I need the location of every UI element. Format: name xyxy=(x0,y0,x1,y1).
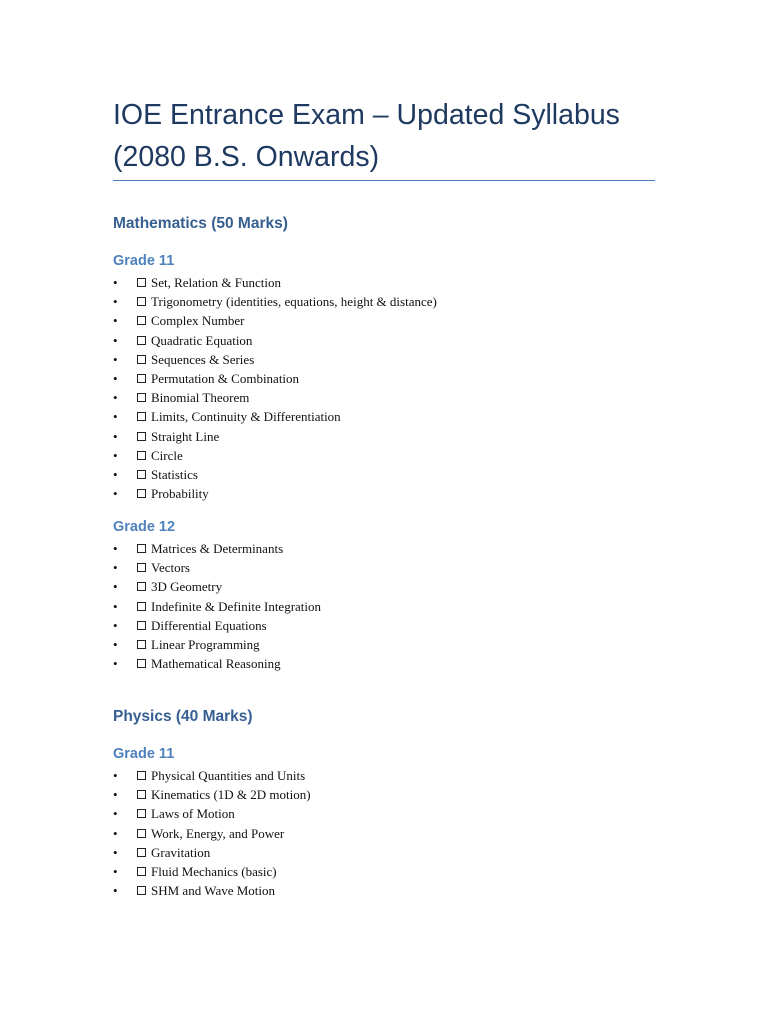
bullet-icon: • xyxy=(113,332,118,348)
topic-label: Physical Quantities and Units xyxy=(151,768,306,783)
checkbox-icon[interactable] xyxy=(137,621,146,630)
grade-heading-physics-11: Grade 11 xyxy=(113,746,175,762)
checkbox-icon[interactable] xyxy=(137,886,146,895)
topic-label: Permutation & Combination xyxy=(151,370,300,386)
bullet-icon: • xyxy=(113,787,118,803)
topic-label: Matrices & Determinants xyxy=(151,541,284,556)
bullet-icon: • xyxy=(113,806,118,822)
bullet-icon: • xyxy=(113,313,118,329)
bullet-icon: • xyxy=(113,275,118,290)
topic-label: Work, Energy, and Power xyxy=(151,825,285,841)
checkbox-icon[interactable] xyxy=(137,659,146,668)
checkbox-icon[interactable] xyxy=(137,829,146,838)
topic-label: Probability xyxy=(151,486,209,502)
section-heading-physics: Physics (40 Marks) xyxy=(113,708,253,725)
checkbox-icon[interactable] xyxy=(137,355,146,364)
checkbox-icon[interactable] xyxy=(137,412,146,421)
topic-label: Circle xyxy=(151,447,183,463)
bullet-icon: • xyxy=(113,883,118,899)
bullet-icon: • xyxy=(113,579,118,595)
bullet-icon: • xyxy=(113,863,118,879)
checkbox-icon[interactable] xyxy=(137,432,146,441)
grade-heading-math-12: Grade 12 xyxy=(113,519,176,535)
bullet-icon: • xyxy=(113,486,118,502)
topic-label: Vectors xyxy=(151,560,190,576)
checkbox-icon[interactable] xyxy=(137,489,146,498)
topic-label: Differential Equations xyxy=(151,617,267,633)
bullet-icon: • xyxy=(113,598,118,614)
checkbox-icon[interactable] xyxy=(137,848,146,857)
checkbox-icon[interactable] xyxy=(137,771,146,780)
topic-label: Laws of Motion xyxy=(151,806,235,822)
checkbox-icon[interactable] xyxy=(137,393,146,402)
bullet-icon: • xyxy=(113,409,118,425)
topic-label: Straight Line xyxy=(151,428,220,444)
topic-label: Binomial Theorem xyxy=(151,390,250,406)
bullet-icon: • xyxy=(113,636,118,652)
checkbox-icon[interactable] xyxy=(137,809,146,818)
topic-label: Complex Number xyxy=(151,313,245,329)
checkbox-icon[interactable] xyxy=(137,451,146,460)
checkbox-icon[interactable] xyxy=(137,602,146,611)
title-underline xyxy=(113,180,655,181)
checkbox-icon[interactable] xyxy=(137,336,146,345)
topic-label: Kinematics (1D & 2D motion) xyxy=(151,787,311,803)
bullet-icon: • xyxy=(113,390,118,406)
section-heading-mathematics: Mathematics (50 Marks) xyxy=(113,215,288,232)
bullet-icon: • xyxy=(113,447,118,463)
checkbox-icon[interactable] xyxy=(137,470,146,479)
checkbox-icon[interactable] xyxy=(137,278,146,287)
bullet-icon: • xyxy=(113,617,118,633)
bullet-icon: • xyxy=(113,560,118,576)
bullet-icon: • xyxy=(113,656,118,672)
bullet-icon: • xyxy=(113,541,118,556)
topic-label: Linear Programming xyxy=(151,636,260,652)
checkbox-icon[interactable] xyxy=(137,582,146,591)
bullet-icon: • xyxy=(113,768,118,783)
bullet-icon: • xyxy=(113,351,118,367)
bullet-icon: • xyxy=(113,294,118,310)
checkbox-icon[interactable] xyxy=(137,790,146,799)
topic-label: Indefinite & Definite Integration xyxy=(151,598,322,614)
bullet-icon: • xyxy=(113,428,118,444)
topic-label: 3D Geometry xyxy=(151,579,223,595)
topic-label: Mathematical Reasoning xyxy=(151,656,281,672)
topic-label: Fluid Mechanics (basic) xyxy=(151,863,277,879)
document-title: IOE Entrance Exam – Updated Syllabus (2080 B.S. Onwards) xyxy=(113,99,620,173)
topic-label: Set, Relation & Function xyxy=(151,275,281,290)
topic-label: Trigonometry (identities, equations, height & distance) xyxy=(151,294,437,310)
topic-label: Sequences & Series xyxy=(151,351,255,367)
topic-label: SHM and Wave Motion xyxy=(151,883,276,899)
topic-label: Quadratic Equation xyxy=(151,332,253,348)
bullet-icon: • xyxy=(113,466,118,482)
checkbox-icon[interactable] xyxy=(137,640,146,649)
bullet-icon: • xyxy=(113,825,118,841)
bullet-icon: • xyxy=(113,844,118,860)
checkbox-icon[interactable] xyxy=(137,374,146,383)
checkbox-icon[interactable] xyxy=(137,297,146,306)
topic-label: Gravitation xyxy=(151,844,211,860)
topic-label: Limits, Continuity & Differentiation xyxy=(151,409,341,425)
topic-label: Statistics xyxy=(151,466,198,482)
checkbox-icon[interactable] xyxy=(137,316,146,325)
grade-heading-math-11: Grade 11 xyxy=(113,253,175,269)
checkbox-icon[interactable] xyxy=(137,563,146,572)
checkbox-icon[interactable] xyxy=(137,867,146,876)
bullet-icon: • xyxy=(113,370,118,386)
checkbox-icon[interactable] xyxy=(137,544,146,553)
